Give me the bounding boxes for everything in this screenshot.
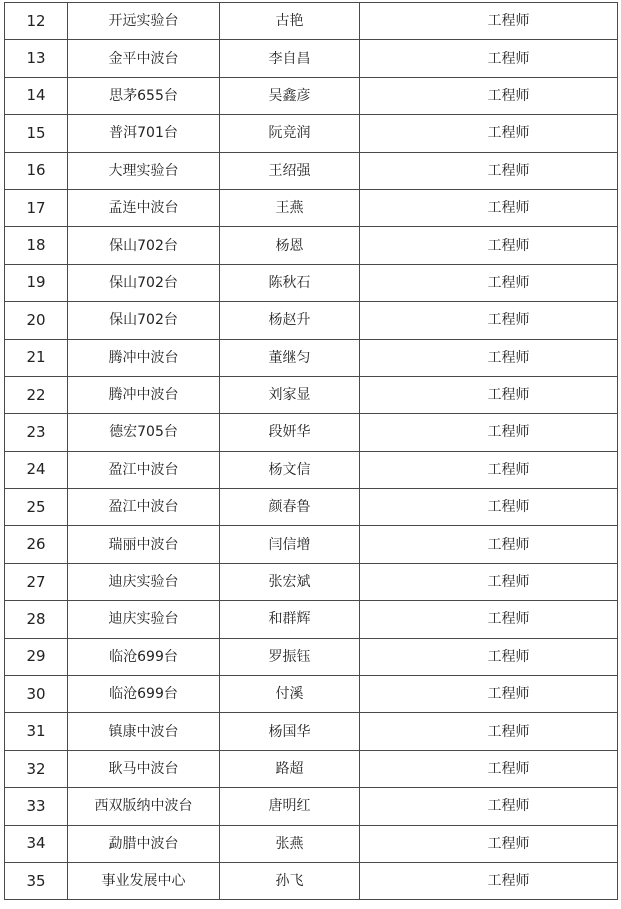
row-number-cell: 34 <box>5 825 68 862</box>
unit-cell: 镇康中波台 <box>68 713 220 750</box>
name-cell: 付溪 <box>220 676 360 713</box>
row-number-cell: 28 <box>5 601 68 638</box>
table-row <box>5 638 618 675</box>
title-cell: 工程师 <box>360 376 618 413</box>
unit-cell: 勐腊中波台 <box>68 825 220 862</box>
row-number-cell: 29 <box>5 638 68 675</box>
unit-cell: 事业发展中心 <box>68 862 220 899</box>
row-number-cell: 20 <box>5 302 68 339</box>
table-row <box>5 862 618 899</box>
title-cell: 工程师 <box>360 489 618 526</box>
unit-cell: 临沧699台 <box>68 676 220 713</box>
title-cell: 工程师 <box>360 77 618 114</box>
name-cell: 张燕 <box>220 825 360 862</box>
name-cell: 和群辉 <box>220 601 360 638</box>
unit-cell: 德宏705台 <box>68 414 220 451</box>
name-cell: 陈秋石 <box>220 264 360 301</box>
title-cell: 工程师 <box>360 563 618 600</box>
unit-cell: 临沧699台 <box>68 638 220 675</box>
unit-cell: 耿马中波台 <box>68 750 220 787</box>
table-row <box>5 713 618 750</box>
unit-cell: 腾冲中波台 <box>68 376 220 413</box>
table-row <box>5 788 618 825</box>
table-row <box>5 563 618 600</box>
name-cell: 段妍华 <box>220 414 360 451</box>
name-cell: 孙飞 <box>220 862 360 899</box>
row-number-cell: 13 <box>5 40 68 77</box>
title-cell: 工程师 <box>360 601 618 638</box>
name-cell: 颜春鲁 <box>220 489 360 526</box>
name-cell: 路超 <box>220 750 360 787</box>
table-row <box>5 825 618 862</box>
title-cell: 工程师 <box>360 227 618 264</box>
row-number-cell: 19 <box>5 264 68 301</box>
table-row <box>5 750 618 787</box>
name-cell: 董继匀 <box>220 339 360 376</box>
row-number-cell: 12 <box>5 3 68 40</box>
row-number-cell: 31 <box>5 713 68 750</box>
table-row <box>5 339 618 376</box>
table-row <box>5 77 618 114</box>
personnel-table <box>4 2 618 900</box>
name-cell: 张宏斌 <box>220 563 360 600</box>
row-number-cell: 27 <box>5 563 68 600</box>
title-cell: 工程师 <box>360 414 618 451</box>
table-row <box>5 601 618 638</box>
unit-cell: 迪庆实验台 <box>68 563 220 600</box>
name-cell: 杨赵升 <box>220 302 360 339</box>
row-number-cell: 30 <box>5 676 68 713</box>
table-row <box>5 3 618 40</box>
unit-cell: 孟连中波台 <box>68 189 220 226</box>
table-row <box>5 489 618 526</box>
table-row <box>5 376 618 413</box>
title-cell: 工程师 <box>360 825 618 862</box>
name-cell: 杨国华 <box>220 713 360 750</box>
row-number-cell: 21 <box>5 339 68 376</box>
table-row <box>5 302 618 339</box>
title-cell: 工程师 <box>360 302 618 339</box>
table-row <box>5 676 618 713</box>
row-number-cell: 17 <box>5 189 68 226</box>
title-cell: 工程师 <box>360 451 618 488</box>
title-cell: 工程师 <box>360 750 618 787</box>
unit-cell: 金平中波台 <box>68 40 220 77</box>
name-cell: 杨文信 <box>220 451 360 488</box>
unit-cell: 迪庆实验台 <box>68 601 220 638</box>
row-number-cell: 26 <box>5 526 68 563</box>
name-cell: 杨恩 <box>220 227 360 264</box>
title-cell: 工程师 <box>360 152 618 189</box>
title-cell: 工程师 <box>360 862 618 899</box>
table-row <box>5 526 618 563</box>
table-row <box>5 189 618 226</box>
row-number-cell: 16 <box>5 152 68 189</box>
row-number-cell: 33 <box>5 788 68 825</box>
table-row <box>5 152 618 189</box>
table-row <box>5 227 618 264</box>
title-cell: 工程师 <box>360 264 618 301</box>
title-cell: 工程师 <box>360 676 618 713</box>
unit-cell: 开远实验台 <box>68 3 220 40</box>
row-number-cell: 14 <box>5 77 68 114</box>
row-number-cell: 35 <box>5 862 68 899</box>
unit-cell: 保山702台 <box>68 227 220 264</box>
name-cell: 李自昌 <box>220 40 360 77</box>
name-cell: 古艳 <box>220 3 360 40</box>
title-cell: 工程师 <box>360 3 618 40</box>
title-cell: 工程师 <box>360 713 618 750</box>
row-number-cell: 24 <box>5 451 68 488</box>
unit-cell: 盈江中波台 <box>68 451 220 488</box>
table-row <box>5 40 618 77</box>
table-row <box>5 115 618 152</box>
row-number-cell: 32 <box>5 750 68 787</box>
title-cell: 工程师 <box>360 638 618 675</box>
title-cell: 工程师 <box>360 339 618 376</box>
row-number-cell: 18 <box>5 227 68 264</box>
table-body <box>5 3 618 900</box>
name-cell: 闫信增 <box>220 526 360 563</box>
unit-cell: 思茅655台 <box>68 77 220 114</box>
name-cell: 王绍强 <box>220 152 360 189</box>
name-cell: 刘家显 <box>220 376 360 413</box>
unit-cell: 盈江中波台 <box>68 489 220 526</box>
title-cell: 工程师 <box>360 526 618 563</box>
name-cell: 罗振钰 <box>220 638 360 675</box>
unit-cell: 西双版纳中波台 <box>68 788 220 825</box>
unit-cell: 普洱701台 <box>68 115 220 152</box>
title-cell: 工程师 <box>360 788 618 825</box>
table-row <box>5 451 618 488</box>
name-cell: 阮竞润 <box>220 115 360 152</box>
name-cell: 王燕 <box>220 189 360 226</box>
row-number-cell: 23 <box>5 414 68 451</box>
unit-cell: 瑞丽中波台 <box>68 526 220 563</box>
name-cell: 唐明红 <box>220 788 360 825</box>
unit-cell: 腾冲中波台 <box>68 339 220 376</box>
unit-cell: 保山702台 <box>68 264 220 301</box>
unit-cell: 大理实验台 <box>68 152 220 189</box>
name-cell: 吴鑫彦 <box>220 77 360 114</box>
title-cell: 工程师 <box>360 40 618 77</box>
title-cell: 工程师 <box>360 189 618 226</box>
title-cell: 工程师 <box>360 115 618 152</box>
row-number-cell: 15 <box>5 115 68 152</box>
table-row <box>5 414 618 451</box>
row-number-cell: 22 <box>5 376 68 413</box>
table-row <box>5 264 618 301</box>
unit-cell: 保山702台 <box>68 302 220 339</box>
row-number-cell: 25 <box>5 489 68 526</box>
